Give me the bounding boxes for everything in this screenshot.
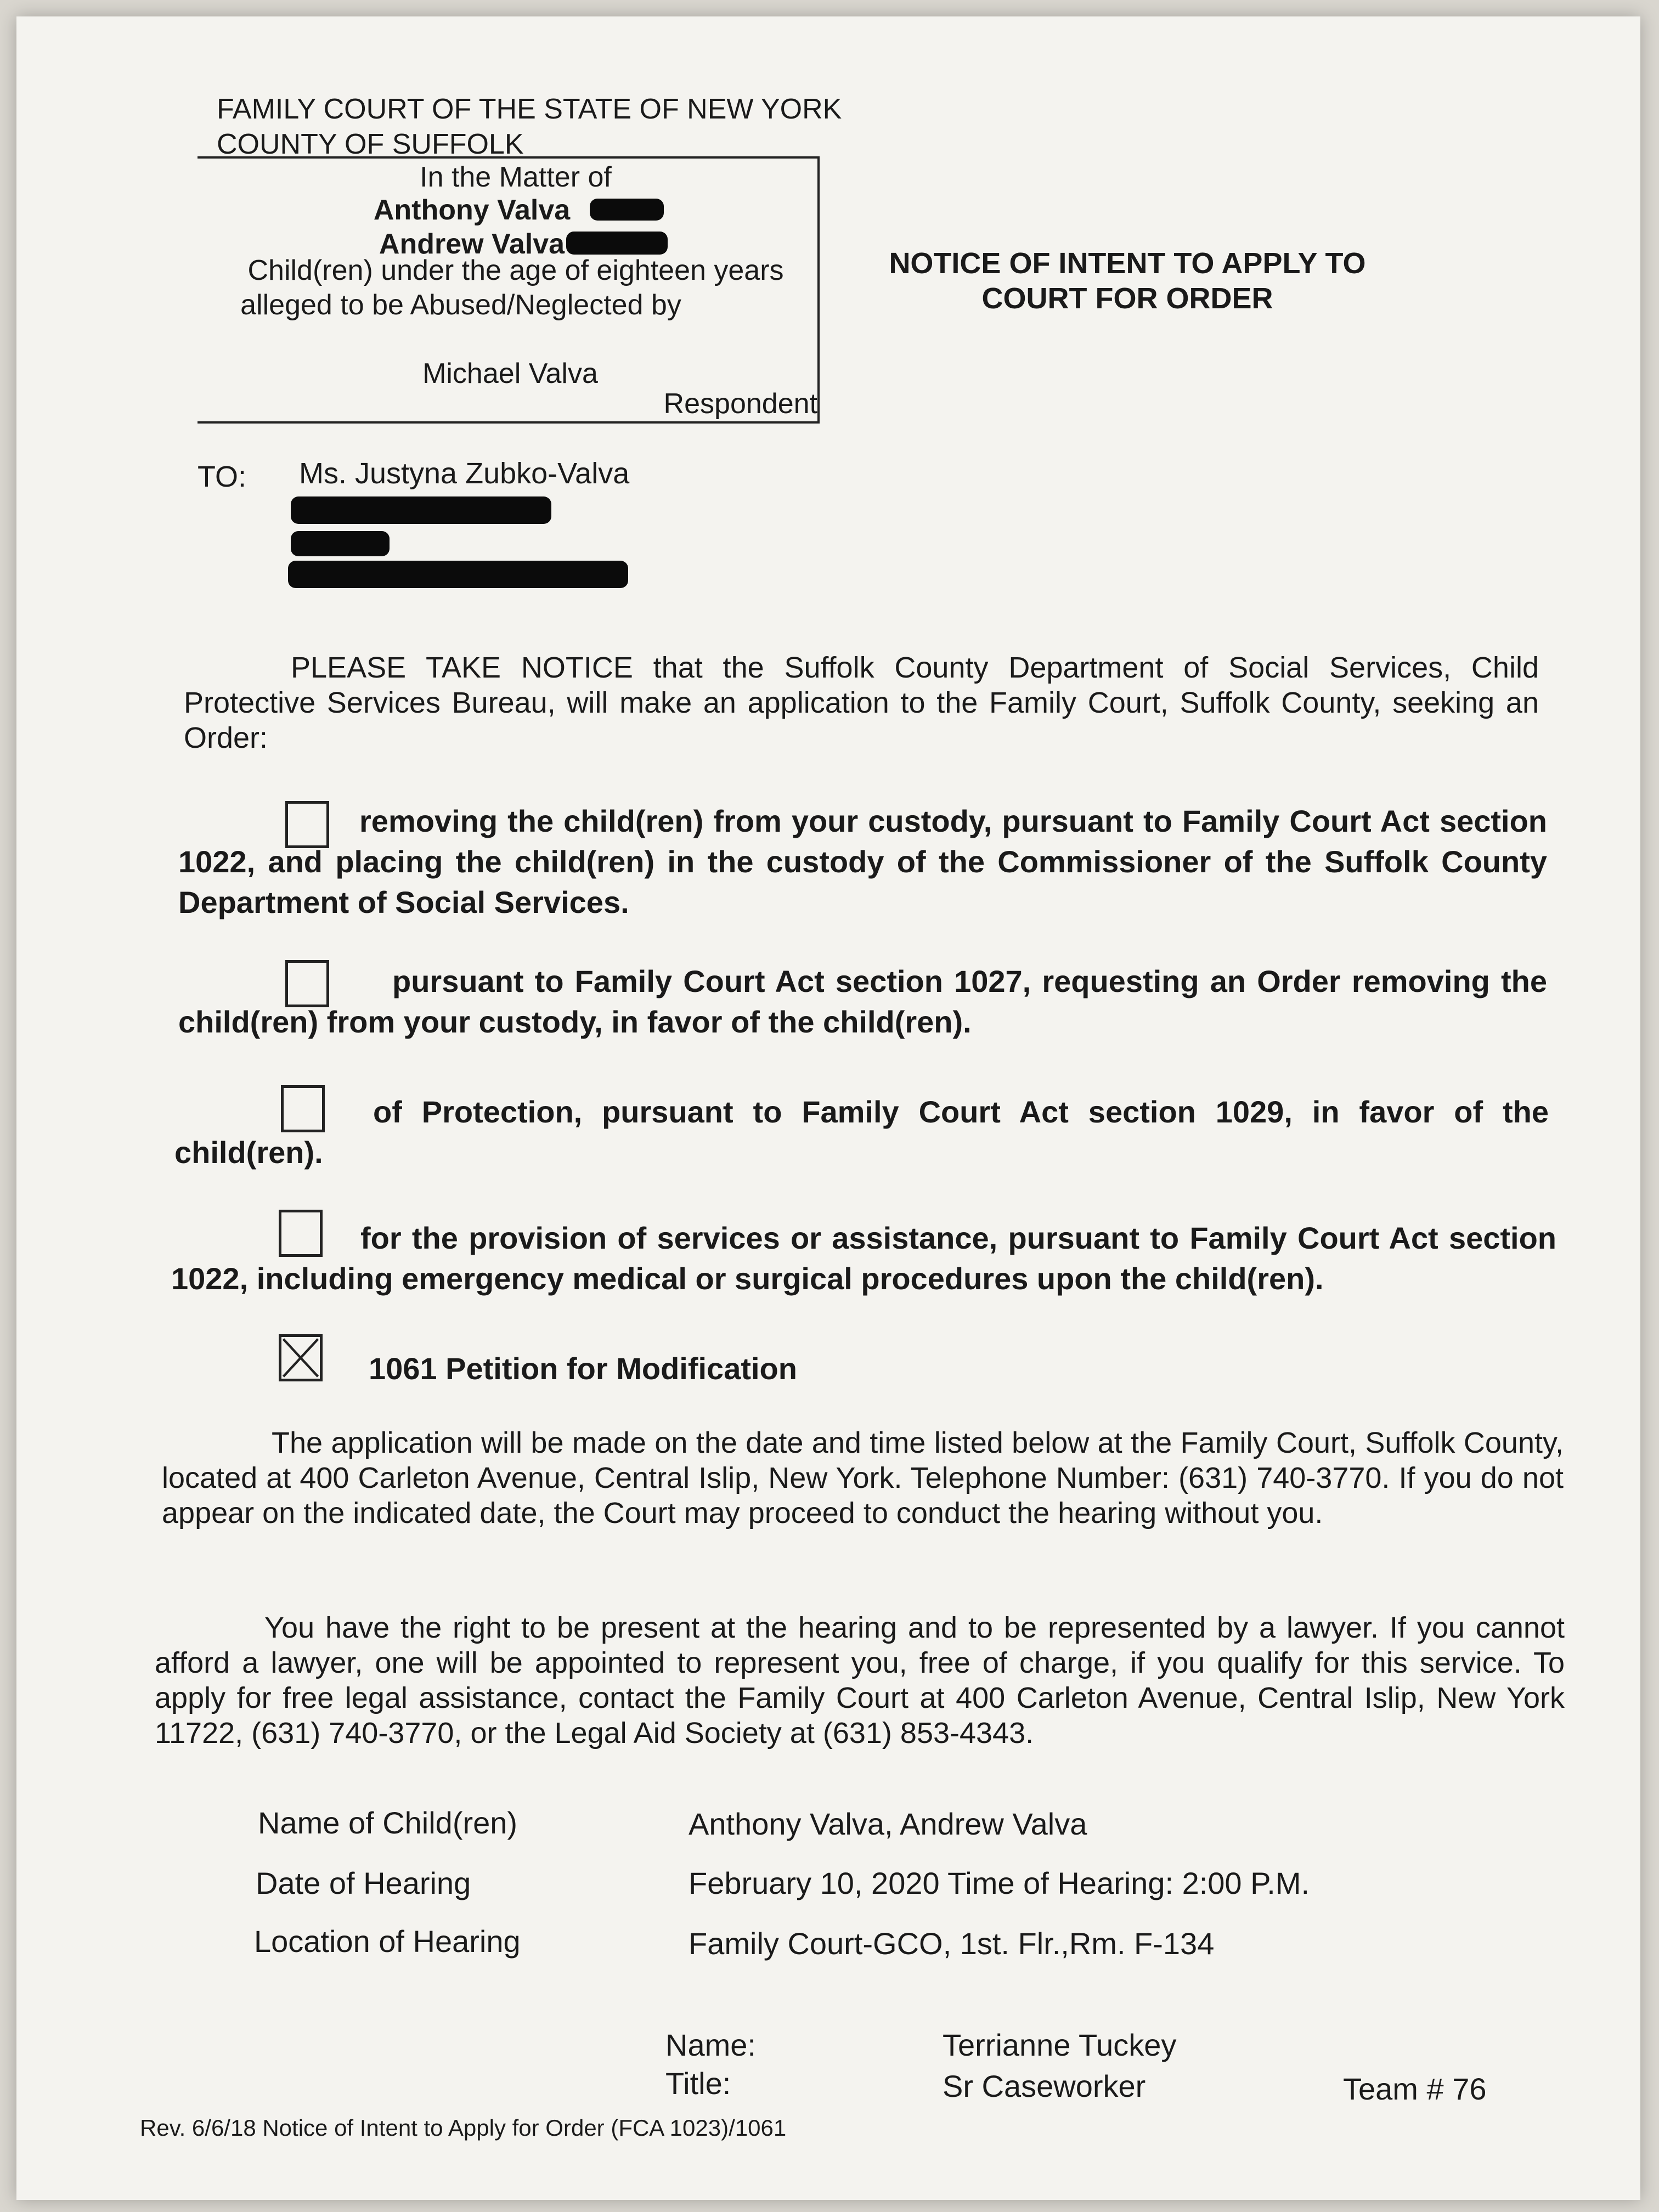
respondent-name: Michael Valva <box>422 358 598 390</box>
redaction-bar <box>291 531 390 556</box>
option-text-5: 1061 Petition for Modification <box>369 1351 797 1386</box>
caption-in-the-matter: In the Matter of <box>420 161 612 193</box>
caption-child-1: Anthony Valva <box>373 194 571 226</box>
to-label: TO: <box>198 460 247 493</box>
redaction-bar <box>566 232 668 255</box>
detail-label-children: Name of Child(ren) <box>258 1805 518 1840</box>
caption-line-4: alleged to be Abused/Neglected by <box>240 289 681 321</box>
form-footer: Rev. 6/6/18 Notice of Intent to Apply for Order (FCA 1023)/1061 <box>140 2115 787 2141</box>
signature-name-value: Terrianne Tuckey <box>943 2028 1177 2062</box>
caption-divider <box>198 421 820 424</box>
checkmark-x-icon <box>281 1337 320 1379</box>
detail-value-date: February 10, 2020 Time of Hearing: 2:00 P.M. <box>689 1866 1310 1900</box>
redaction-bar <box>590 199 664 221</box>
caption-line-3: Child(ren) under the age of eighteen years <box>247 255 784 286</box>
application-paragraph: The application will be made on the date and time listed below at the Family Court, Suffolk County, located at 400 Carleton Avenue, Central Islip, New York. Telephone Number: (631) 740-3770. If you do not appear on the indicated date, the Court may proceed to conduct the hearing without you. <box>162 1426 1564 1530</box>
detail-label-date: Date of Hearing <box>256 1866 471 1900</box>
team-number: Team # 76 <box>1343 2072 1487 2106</box>
option-text-3: of Protection, pursuant to Family Court Act section 1029, in favor of the child(ren). <box>174 1094 1549 1170</box>
option-checkbox-5-checked[interactable] <box>279 1334 323 1381</box>
court-name: FAMILY COURT OF THE STATE OF NEW YORK <box>217 93 842 125</box>
option-text-1: removing the child(ren) from your custody, pursuant to Family Court Act section 1022, and placing the child(ren) in the custody of the Commissioner of the Suffolk County Department of Social Services. <box>178 804 1547 919</box>
redaction-bar <box>288 561 628 588</box>
option-text-4: for the provision of services or assistance, pursuant to Family Court Act section 1022, including emergency medical or surgical procedures upon the child(ren). <box>171 1221 1556 1296</box>
rights-paragraph: You have the right to be present at the hearing and to be represented by a lawyer. If you cannot afford a lawyer, one will be appointed to represent you, free of charge, if you qualify for this service. To apply for free legal assistance, contact the Family Court at 400 Carleton Avenue, Central Islip, New York 11722, (631) 740-3770, or the Legal Aid Society at (631) 853-4343. <box>155 1611 1565 1750</box>
notice-title-line-1: NOTICE OF INTENT TO APPLY TO <box>889 247 1366 280</box>
court-county: COUNTY OF SUFFOLK <box>217 128 524 160</box>
detail-label-location: Location of Hearing <box>254 1924 521 1959</box>
notice-paragraph: PLEASE TAKE NOTICE that the Suffolk County Department of Social Services, Child Protective Services Bureau, will make an application to the Family Court, Suffolk County, seeking an Order: <box>184 651 1539 754</box>
option-text-2: pursuant to Family Court Act section 1027, requesting an Order removing the child(ren) from your custody, in favor of the child(ren). <box>178 964 1547 1039</box>
detail-value-children: Anthony Valva, Andrew Valva <box>689 1807 1087 1841</box>
redaction-bar <box>291 496 551 524</box>
notice-title-line-2: COURT FOR ORDER <box>981 282 1273 315</box>
recipient-name: Ms. Justyna Zubko-Valva <box>299 457 630 490</box>
signature-title-label: Title: <box>665 2066 731 2101</box>
respondent-label: Respondent <box>663 388 817 420</box>
signature-name-label: Name: <box>665 2028 756 2062</box>
signature-title-value: Sr Caseworker <box>943 2069 1146 2103</box>
caption-child-2: Andrew Valva <box>379 228 565 260</box>
detail-value-location: Family Court-GCO, 1st. Flr.,Rm. F-134 <box>689 1926 1215 1961</box>
